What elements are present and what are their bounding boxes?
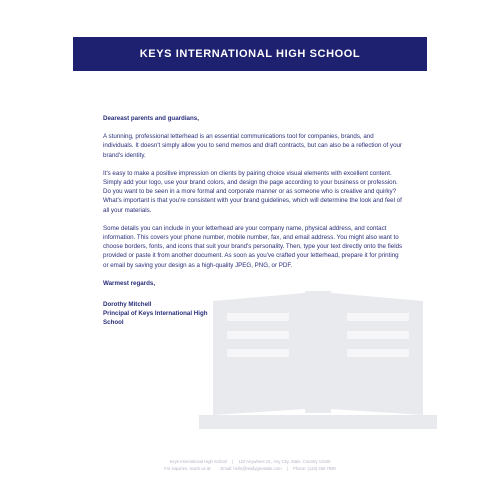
paragraph-2: It's easy to make a positive impression on clients by pairing choice visual elements with excellent content. Simply add your logo, use your brand colors, and design the page according to your business or profession. Do you want to be seen in a more formal and corporate manner or as someone who is creative and quirky? What's important is that you're consistent with your brand guidelines, which will determine the look and feel of all your materials. xyxy=(103,169,402,214)
footer-separator: | xyxy=(232,459,234,464)
paragraph-3: Some details you can include in your letterhead are your company name, physical address, and contact information. This covers your phone number, mobile number, fax, and email address. You might also want to choose borders, fonts, and icons that suit your brand's personality. Then, type your text directly onto the fields provided or paste it from another document. As soon as you've crafted your letterhead, prepare it for printing or email by saving your design as a high-quality JPEG, PNG, or PDF. xyxy=(103,224,403,269)
paragraph-1: A stunning, professional letterhead is an essential communications tool for companies, brands, and individuals. It doesn't simply allow you to send memos and draft contracts, but can also be a reflection of your brand's identity. xyxy=(103,133,403,159)
letterhead-page xyxy=(73,0,427,500)
footer-separator: | xyxy=(286,466,288,471)
footer-school-name: Keys International High School xyxy=(169,459,227,464)
signer-name: Dorothy Mitchell xyxy=(103,301,152,309)
closing: Warmest regards, xyxy=(103,279,156,287)
salutation: Deareast parents and guardians, xyxy=(103,115,199,122)
letter-body xyxy=(103,114,405,328)
footer xyxy=(73,458,427,472)
signer-title-line2: School xyxy=(103,319,124,327)
footer-address: 123 Anywhere St., Any City, State, Country 12345 xyxy=(238,459,331,464)
footer-email: Email: hello@reallygreatsite.com xyxy=(220,466,282,471)
signature-block xyxy=(103,300,405,328)
footer-line-2 xyxy=(73,465,427,472)
school-name-title: KEYS INTERNATIONAL HIGH SCHOOL xyxy=(139,48,361,60)
footer-inquiries-label: For inquiries, reach us at: xyxy=(164,466,212,471)
signer-title-line1: Principal of Keys International High xyxy=(103,310,208,318)
footer-line-1 xyxy=(73,458,427,465)
header-bar xyxy=(73,37,427,71)
footer-phone: Phone: (123) 456 7890 xyxy=(293,466,336,471)
